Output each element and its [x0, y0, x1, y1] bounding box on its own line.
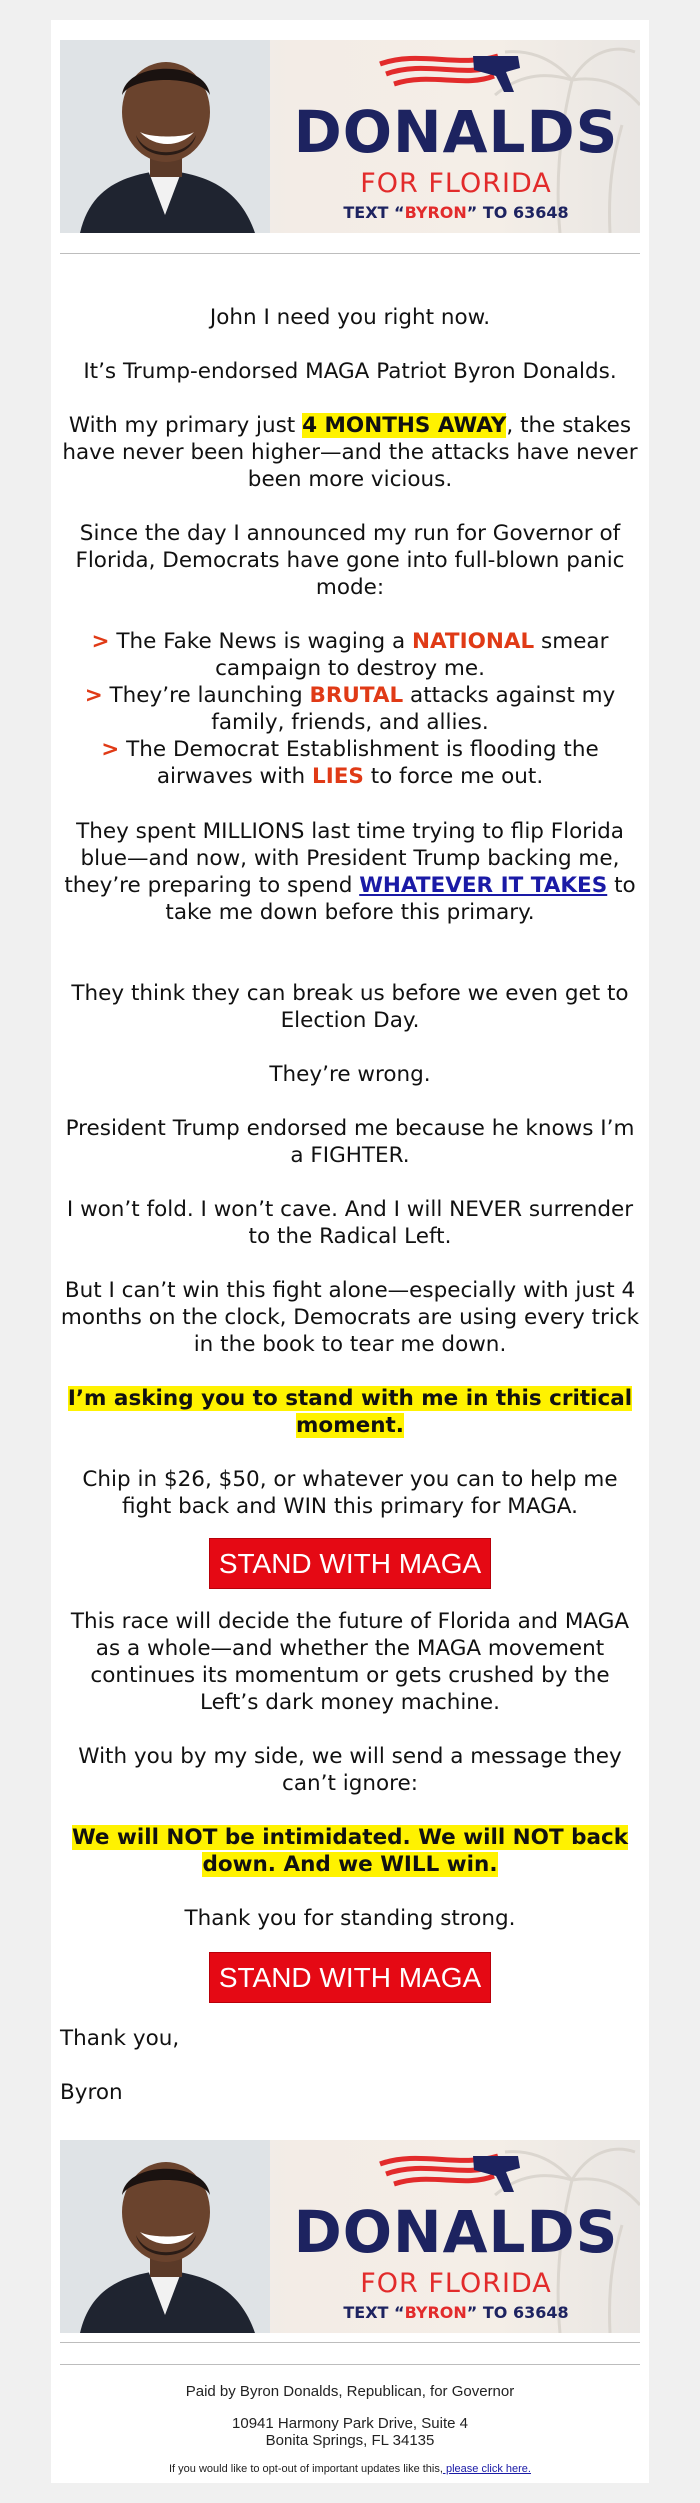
florida-flag-icon — [378, 2150, 528, 2195]
signoff: Thank you, — [60, 2026, 180, 2051]
address-line-2: Bonita Springs, FL 34135 — [265, 2432, 435, 2449]
optout-line: If you would like to opt-out of important updates like this, please click here. — [169, 2463, 531, 2475]
asking-paragraph: I’m asking you to stand with me in this critical moment. — [67, 1386, 633, 1438]
thanks-strong-paragraph: Thank you for standing strong. — [184, 1906, 516, 1931]
address-line-1: 10941 Harmony Park Drive, Suite 4 — [232, 2415, 468, 2432]
millions-paragraph: They spent MILLIONS last time trying to flip Florida blue—and now, with President Trump backing me, they’re preparing to spend WHATEVER IT TAKES to take me down before this primary. — [64, 819, 636, 925]
banner-text-cta: TEXT “BYRON” TO 63648 — [343, 2303, 569, 2322]
header-banner[interactable] — [60, 40, 640, 233]
paid-by-disclaimer: Paid by Byron Donalds, Republican, for Governor — [185, 2383, 515, 2400]
banner-subtitle: FOR FLORIDA — [360, 2268, 552, 2299]
list-item: > The Democrat Establishment is flooding the airwaves with LIES to force me out. — [101, 737, 599, 789]
list-item: > The Fake News is waging a NATIONAL smear campaign to destroy me. — [91, 629, 609, 681]
not-intimidated-paragraph: We will NOT be intimidated. We will NOT back down. And we WILL win. — [71, 1825, 629, 1877]
whatever-it-takes-link[interactable]: WHATEVER IT TAKES — [359, 873, 608, 898]
footer-banner[interactable] — [60, 2140, 640, 2333]
portrait — [60, 40, 270, 233]
florida-flag-icon — [378, 50, 528, 95]
stand-with-maga-button-2[interactable]: STAND WITH MAGA — [209, 1952, 491, 2003]
wrong-paragraph: They’re wrong. — [269, 1062, 431, 1087]
email-card — [51, 20, 649, 2483]
fold-paragraph: I won’t fold. I won’t cave. And I will NEVER surrender to the Radical Left. — [66, 1197, 634, 1249]
banner-wordmark: DONALDS — [293, 98, 619, 166]
header-divider — [60, 253, 640, 254]
primary-paragraph: With my primary just 4 MONTHS AWAY, the stakes have never been higher—and the attacks have never been more vicious. — [62, 413, 638, 492]
intro: It’s Trump-endorsed MAGA Patriot Byron Donalds. — [83, 359, 617, 384]
list-item: > They’re launching BRUTAL attacks against my family, friends, and allies. — [84, 683, 616, 735]
greeting: John I need you right now. — [209, 305, 491, 330]
banner-text-cta: TEXT “BYRON” TO 63648 — [343, 203, 569, 222]
banner-subtitle: FOR FLORIDA — [360, 168, 552, 199]
portrait — [60, 2140, 270, 2333]
banner-wordmark: DONALDS — [293, 2198, 619, 2266]
months-highlight: 4 MONTHS AWAY — [302, 413, 507, 438]
optout-link[interactable]: please click here. — [442, 2463, 531, 2475]
stand-with-maga-button[interactable]: STAND WITH MAGA — [209, 1538, 491, 1589]
race-paragraph: This race will decide the future of Florida and MAGA as a whole—and whether the MAGA movement continues its momentum or gets crushed by the Left’s dark money machine. — [70, 1609, 630, 1715]
attack-list — [60, 628, 640, 790]
alone-paragraph: But I can’t win this fight alone—especially with just 4 months on the clock, Democrats are using every trick in the book to tear me down. — [60, 1278, 640, 1357]
footer-divider-bottom — [60, 2364, 640, 2365]
footer-divider-top — [60, 2342, 640, 2343]
chip-paragraph: Chip in $26, $50, or whatever you can to help me fight back and WIN this primary for MAGA. — [82, 1467, 618, 1519]
break-paragraph: They think they can break us before we even get to Election Day. — [71, 981, 629, 1033]
since-paragraph: Since the day I announced my run for Governor of Florida, Democrats have gone into full-blown panic mode: — [75, 521, 625, 600]
side-paragraph: With you by my side, we will send a message they can’t ignore: — [78, 1744, 622, 1796]
fighter-paragraph: President Trump endorsed me because he knows I’m a FIGHTER. — [65, 1116, 635, 1168]
signature: Byron — [60, 2080, 123, 2105]
